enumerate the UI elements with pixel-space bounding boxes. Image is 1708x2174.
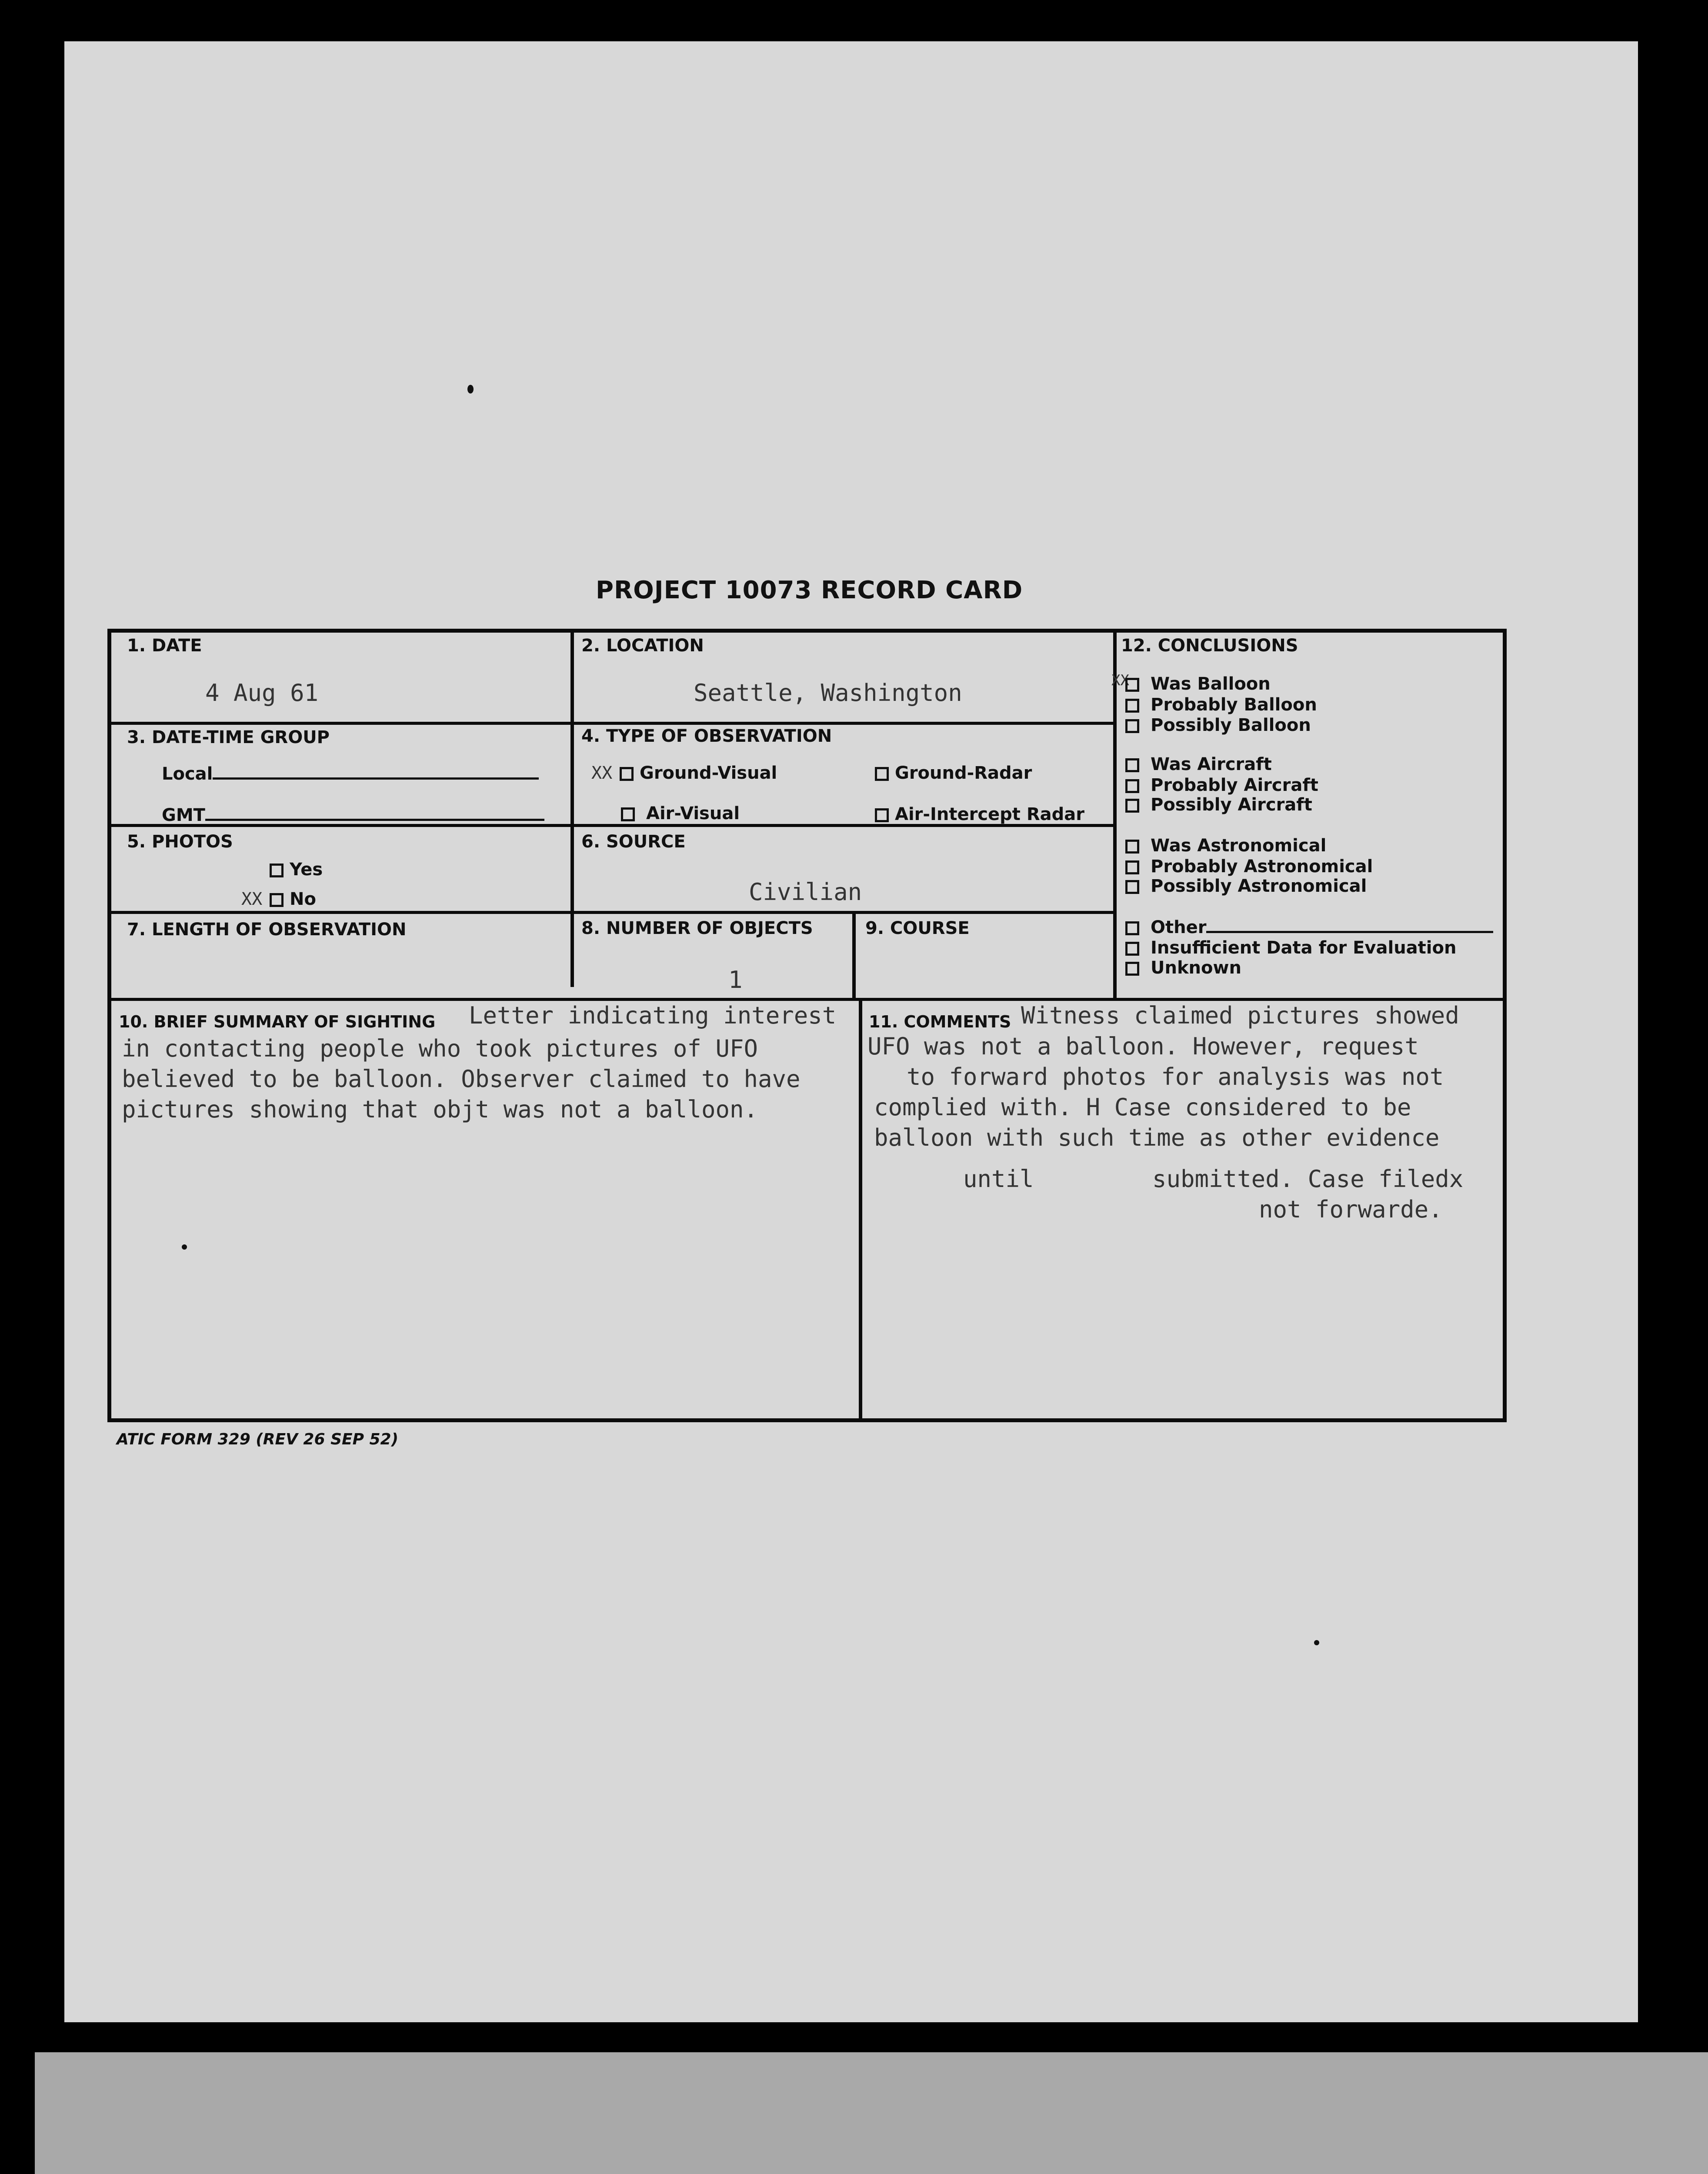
conclusion-was-astronomical <box>1125 836 1326 856</box>
local-label <box>162 764 539 784</box>
type-of-observation-label: 4. TYPE OF OBSERVATION <box>581 726 832 746</box>
option-photos-yes <box>270 860 323 880</box>
probably-aircraft-text: Probably Aircraft <box>1151 775 1318 795</box>
gmt-blank <box>205 819 544 821</box>
ground-visual-mark: XX <box>591 763 613 783</box>
probably-astronomical-text: Probably Astronomical <box>1151 857 1373 877</box>
number-of-objects-label: 8. NUMBER OF OBJECTS <box>581 918 813 938</box>
local-label-text: Local <box>162 764 213 784</box>
comments-line-7: submitted. Case filedx <box>1152 1165 1464 1193</box>
divider-row-1 <box>107 722 1113 725</box>
summary-line-4: pictures showing that objt was not a balloon. <box>122 1096 758 1123</box>
form-number: ATIC FORM 329 (REV 26 SEP 52) <box>117 1430 399 1448</box>
photos-no-mark: XX <box>241 889 263 909</box>
air-visual-text: Air-Visual <box>646 804 740 824</box>
checkbox-unknown <box>1125 962 1139 976</box>
checkbox-insufficient-data <box>1125 942 1139 956</box>
comments-label: 11. COMMENTS <box>869 1012 1011 1031</box>
photos-yes-text: Yes <box>290 860 323 880</box>
option-ground-visual <box>620 763 777 783</box>
divider-row-4 <box>107 998 1507 1001</box>
ink-speck <box>182 1244 187 1250</box>
conclusion-other <box>1125 917 1493 937</box>
number-of-objects-value: 1 <box>728 966 743 994</box>
conclusions-label: 12. CONCLUSIONS <box>1121 636 1298 656</box>
checkbox-was-astronomical <box>1125 840 1139 854</box>
underlying-sheet <box>35 2052 1708 2174</box>
unknown-text: Unknown <box>1151 958 1241 978</box>
possibly-astronomical-text: Possibly Astronomical <box>1151 876 1367 896</box>
divider-col-objects-course <box>852 911 856 998</box>
other-text: Other <box>1151 917 1207 937</box>
insufficient-data-text: Insufficient Data for Evaluation <box>1151 938 1457 958</box>
checkbox-probably-balloon <box>1125 699 1139 713</box>
comments-line-1: Witness claimed pictures showed <box>1021 1002 1459 1029</box>
option-air-intercept-radar <box>875 804 1084 824</box>
gmt-label-text: GMT <box>162 805 205 825</box>
course-label: 9. COURSE <box>865 918 970 938</box>
summary-line-3: believed to be balloon. Observer claimed to have <box>122 1065 801 1093</box>
divider-col-summary-comments <box>859 998 862 1422</box>
comments-line-2: UFO was not a balloon. However, request <box>867 1033 1419 1060</box>
photos-label: 5. PHOTOS <box>127 832 233 852</box>
checkbox-ground-radar <box>875 767 889 781</box>
checkbox-possibly-astronomical <box>1125 880 1139 894</box>
location-value: Seattle, Washington <box>694 679 962 707</box>
checkbox-was-aircraft <box>1125 758 1139 772</box>
possibly-balloon-text: Possibly Balloon <box>1151 715 1311 735</box>
gmt-label <box>162 805 544 825</box>
checkbox-ground-visual <box>620 767 634 781</box>
checkbox-probably-aircraft <box>1125 779 1139 793</box>
divider-row-3 <box>107 911 1113 914</box>
comments-line-4: complied with. H Case considered to be <box>874 1094 1411 1121</box>
conclusion-probably-balloon <box>1125 695 1317 715</box>
checkbox-possibly-balloon <box>1125 719 1139 733</box>
summary-label: 10. BRIEF SUMMARY OF SIGHTING <box>119 1012 436 1031</box>
conclusion-insufficient-data <box>1125 938 1456 958</box>
ground-radar-text: Ground-Radar <box>895 763 1032 783</box>
option-ground-radar <box>875 763 1032 783</box>
air-intercept-radar-text: Air-Intercept Radar <box>895 804 1084 824</box>
possibly-aircraft-text: Possibly Aircraft <box>1151 795 1312 815</box>
was-balloon-mark: XX <box>1111 672 1129 689</box>
comments-line-8: not forwarde. <box>1259 1196 1443 1223</box>
comments-line-5: balloon with such time as other evidence <box>874 1124 1440 1151</box>
conclusion-probably-astronomical <box>1125 857 1373 877</box>
option-photos-no <box>270 889 316 909</box>
source-label: 6. SOURCE <box>581 832 686 852</box>
checkbox-photos-no <box>270 893 284 907</box>
ink-speck <box>1314 1640 1319 1645</box>
date-value: 4 Aug 61 <box>205 679 319 707</box>
checkbox-possibly-aircraft <box>1125 799 1139 813</box>
conclusion-was-balloon <box>1125 674 1271 694</box>
summary-line-1: Letter indicating interest <box>469 1002 837 1029</box>
summary-line-2: in contacting people who took pictures of UFO <box>122 1035 758 1062</box>
option-air-visual <box>621 804 740 824</box>
was-balloon-text: Was Balloon <box>1151 674 1271 694</box>
was-astronomical-text: Was Astronomical <box>1151 836 1327 856</box>
was-aircraft-text: Was Aircraft <box>1151 754 1272 774</box>
checkbox-was-balloon <box>1125 678 1139 692</box>
local-blank <box>213 777 539 780</box>
location-label: 2. LOCATION <box>581 636 704 656</box>
ground-visual-text: Ground-Visual <box>640 763 777 783</box>
comments-line-6: until <box>963 1165 1034 1193</box>
date-time-group-label: 3. DATE-TIME GROUP <box>127 727 330 747</box>
conclusion-unknown <box>1125 958 1241 978</box>
other-blank <box>1206 931 1493 933</box>
comments-line-3: to forward photos for analysis was not <box>907 1063 1444 1090</box>
conclusion-possibly-balloon <box>1125 715 1311 735</box>
conclusion-possibly-aircraft <box>1125 795 1312 815</box>
source-value: Civilian <box>749 878 862 906</box>
photos-no-text: No <box>290 889 316 909</box>
conclusion-probably-aircraft <box>1125 775 1318 795</box>
checkbox-air-intercept-radar <box>875 808 889 822</box>
checkbox-air-visual <box>621 807 635 821</box>
conclusion-possibly-astronomical <box>1125 876 1367 896</box>
probably-balloon-text: Probably Balloon <box>1151 695 1317 715</box>
ink-speck <box>467 385 474 393</box>
length-of-observation-label: 7. LENGTH OF OBSERVATION <box>127 920 407 940</box>
checkbox-probably-astronomical <box>1125 860 1139 874</box>
conclusion-was-aircraft <box>1125 754 1272 774</box>
checkbox-photos-yes <box>270 864 284 877</box>
card-title: PROJECT 10073 RECORD CARD <box>596 576 1023 604</box>
divider-col-1 <box>570 629 574 987</box>
date-label: 1. DATE <box>127 636 202 656</box>
checkbox-other <box>1125 921 1139 935</box>
